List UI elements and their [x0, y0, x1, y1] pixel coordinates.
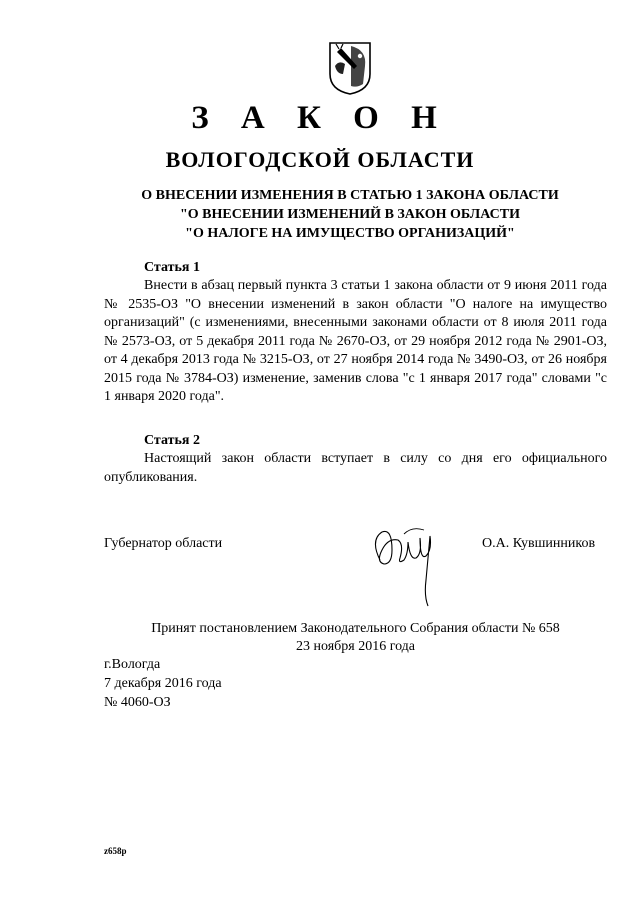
article-2-text: Настоящий закон области вступает в силу со дня его официального опубликования. [104, 451, 607, 485]
governor-position: Губернатор области [104, 536, 223, 551]
meta-number: № 4060-ОЗ [104, 695, 171, 710]
adoption-note [104, 620, 607, 656]
region-title: ВОЛОГОДСКОЙ ОБЛАСТИ [165, 147, 475, 172]
handwritten-signature [362, 520, 482, 610]
subtitle-line-2: "О ВНЕСЕНИИ ИЗМЕНЕНИЙ В ЗАКОН ОБЛАСТИ [180, 207, 520, 222]
law-subtitle [110, 186, 590, 243]
meta-city: г.Вологда [104, 657, 161, 672]
article-1-heading: Статья 1 [144, 260, 200, 275]
article-2-heading: Статья 2 [144, 433, 200, 448]
meta-date: 7 декабря 2016 года [104, 676, 222, 691]
article-1-text: Внести в абзац первый пункта 3 статьи 1 закона области от 9 июня 2011 года № 2535-ОЗ "О внесении изменений в закон области "О налоге на имущество организаций" (с изменениями, внесенными законами области от 8 июля 2011 года № 2573-ОЗ, от 5 декабря 2011 года № 2670-ОЗ, от 29 ноября 2012 года № 2901-ОЗ, от 4 декабря 2013 года № 3215-ОЗ, от 27 ноября 2014 года № 3490-ОЗ, от 26 ноября 2015 года № 3784-ОЗ) изменение, заменив слова "с 1 января 2017 года" словами "с 1 января 2020 года". [104, 278, 607, 404]
coat-of-arms-emblem [327, 40, 373, 96]
subtitle-line-3: "О НАЛОГЕ НА ИМУЩЕСТВО ОРГАНИЗАЦИЙ" [185, 226, 515, 241]
governor-name: О.А. Кувшинников [482, 536, 596, 551]
adoption-line-1: Принят постановлением Законодательного Собрания области № 658 [151, 621, 560, 636]
document-code: z658p [104, 846, 127, 856]
subtitle-line-1: О ВНЕСЕНИИ ИЗМЕНЕНИЯ В СТАТЬЮ 1 ЗАКОНА ОБЛАСТИ [141, 188, 559, 203]
adoption-line-2: 23 ноября 2016 года [295, 639, 416, 654]
law-title: З А К О Н [191, 100, 449, 136]
